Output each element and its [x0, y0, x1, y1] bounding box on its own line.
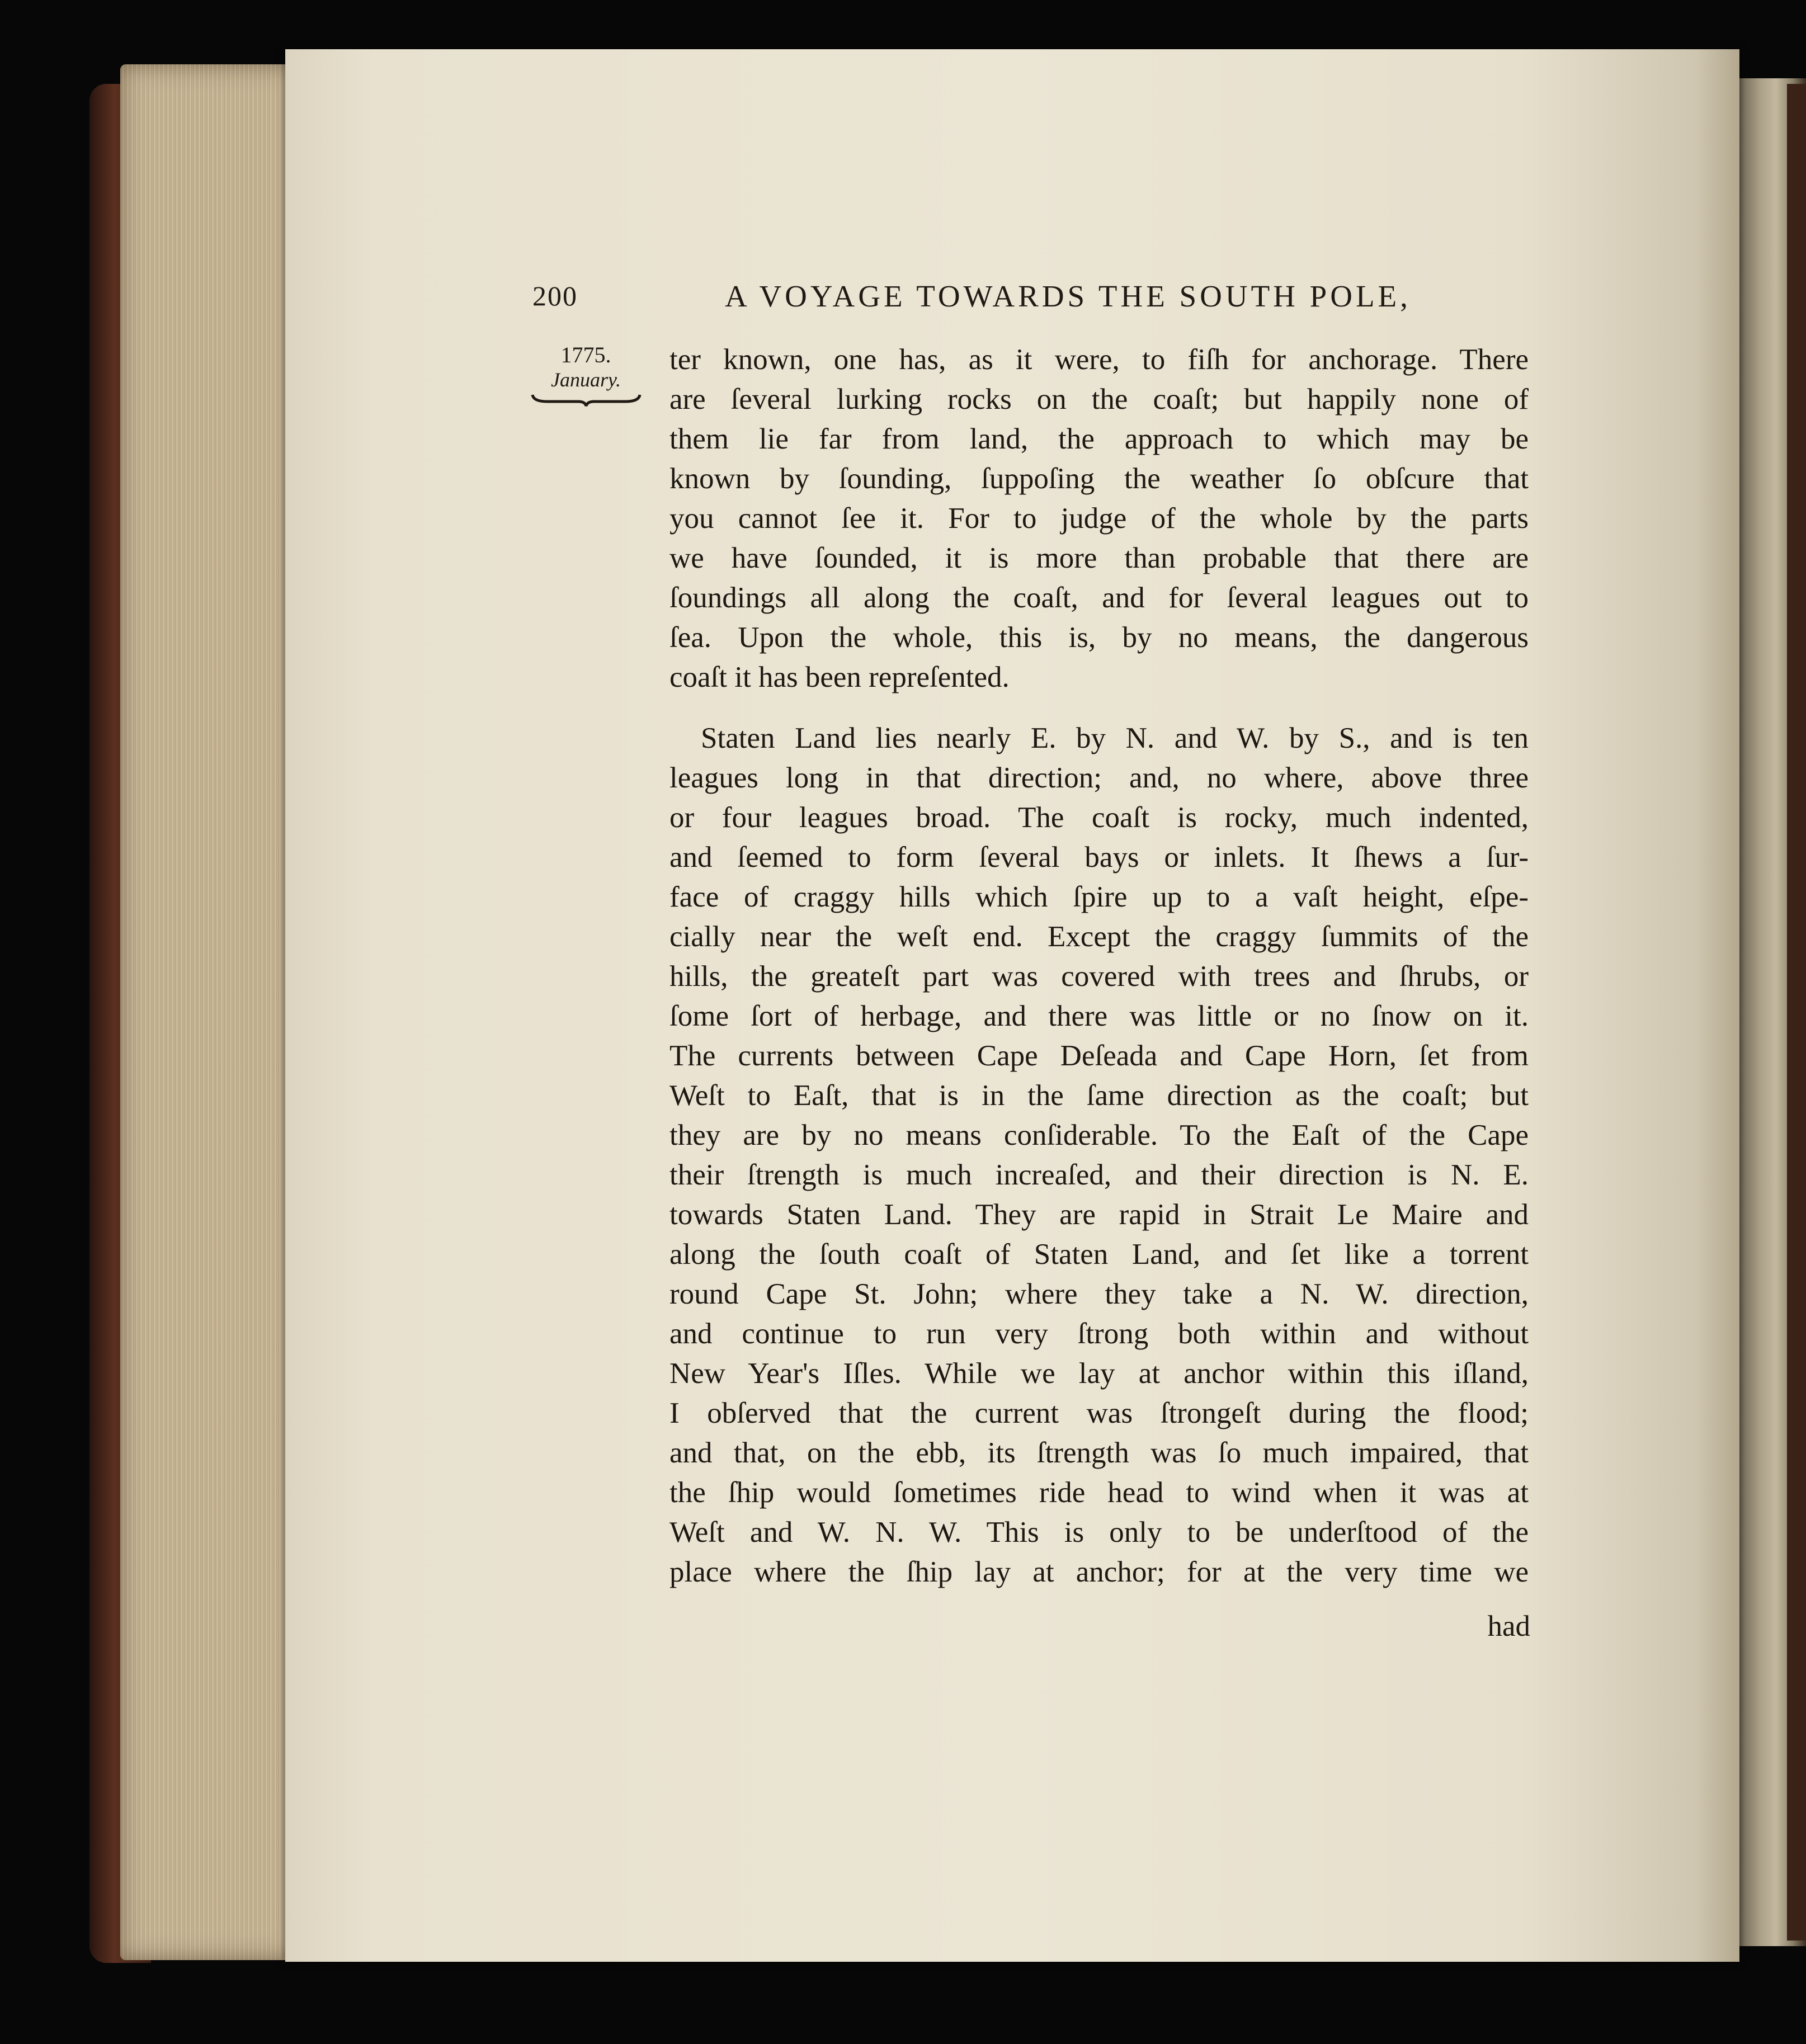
text-line: you cannot ſee it. For to judge of the whole by the parts — [669, 502, 1529, 535]
margin-note — [526, 342, 646, 407]
page-block-edges — [120, 64, 299, 1960]
text-line: ſome ſort of herbage, and there was little or no ſnow on it. — [669, 1000, 1529, 1032]
text-line: ſoundings all along the coaſt, and for ſeveral leagues out to — [669, 582, 1529, 614]
text-line: are ſeveral lurking rocks on the coaſt; but happily none of — [669, 383, 1529, 416]
text-line: ſea. Upon the whole, this is, by no means, the dangerous — [669, 621, 1529, 654]
margin-note-year: 1775. — [560, 342, 611, 367]
text-line: or four leagues broad. The coaſt is rocky, much indented, — [669, 801, 1529, 834]
page-number: 200 — [532, 280, 578, 311]
text-line: coaſt it has been repreſented. — [669, 661, 1010, 693]
text-line: leagues long in that direction; and, no where, above three — [669, 762, 1529, 794]
text-line: New Year's Iſles. While we lay at anchor within this iſland, — [669, 1357, 1529, 1390]
brace-icon — [530, 393, 642, 407]
text-line: and ſeemed to form ſeveral bays or inlets. It ſhews a ſur- — [669, 841, 1529, 874]
text-line: they are by no means conſiderable. To the Eaſt of the Cape — [669, 1119, 1529, 1151]
text-line: hills, the greateſt part was covered with trees and ſhrubs, or — [669, 960, 1529, 993]
text-line: The currents between Cape Deſeada and Cape Horn, ſet from — [669, 1040, 1529, 1072]
body-text — [669, 340, 1529, 1592]
book-cover-right — [1787, 84, 1806, 1941]
text-line: along the ſouth coaſt of Staten Land, and ſet like a torrent — [669, 1238, 1529, 1271]
paragraph — [669, 340, 1529, 697]
text-line: face of craggy hills which ſpire up to a vaſt height, eſpe- — [669, 881, 1529, 913]
text-line: I obſerved that the current was ſtrongeſt during the flood; — [669, 1397, 1529, 1429]
text-line: Weſt and W. N. W. This is only to be underſtood of the — [669, 1516, 1529, 1549]
text-line: Weſt to Eaſt, that is in the ſame direction as the coaſt; but — [669, 1079, 1529, 1112]
text-line: ter known, one has, as it were, to fiſh for anchorage. There — [669, 343, 1529, 376]
text-line: we have ſounded, it is more than probable that there are — [669, 542, 1529, 574]
catchword: had — [1487, 1610, 1530, 1642]
text-line: and that, on the ebb, its ſtrength was ſo much impaired, that — [669, 1437, 1529, 1469]
text-line: cially near the weſt end. Except the craggy ſummits of the — [669, 920, 1529, 953]
margin-note-month: January. — [551, 369, 621, 391]
paragraph — [669, 719, 1529, 1592]
text-line: towards Staten Land. They are rapid in Strait Le Maire and — [669, 1198, 1529, 1231]
text-line: round Cape St. John; where they take a N. W. direction, — [669, 1278, 1529, 1310]
text-line: place where the ſhip lay at anchor; for at the very time we — [669, 1556, 1529, 1588]
text-line: the ſhip would ſometimes ride head to wind when it was at — [669, 1476, 1529, 1509]
text-line: their ſtrength is much increaſed, and their direction is N. E. — [669, 1159, 1529, 1191]
text-line: and continue to run very ſtrong both within and without — [669, 1318, 1529, 1350]
text-line: them lie far from land, the approach to which may be — [669, 423, 1529, 455]
text-line: known by ſounding, ſuppoſing the weather ſo obſcure that — [669, 462, 1529, 495]
text-line: Staten Land lies nearly E. by N. and W. by S., and is ten — [701, 722, 1529, 754]
running-title: A VOYAGE TOWARDS THE SOUTH POLE, — [725, 279, 1411, 313]
